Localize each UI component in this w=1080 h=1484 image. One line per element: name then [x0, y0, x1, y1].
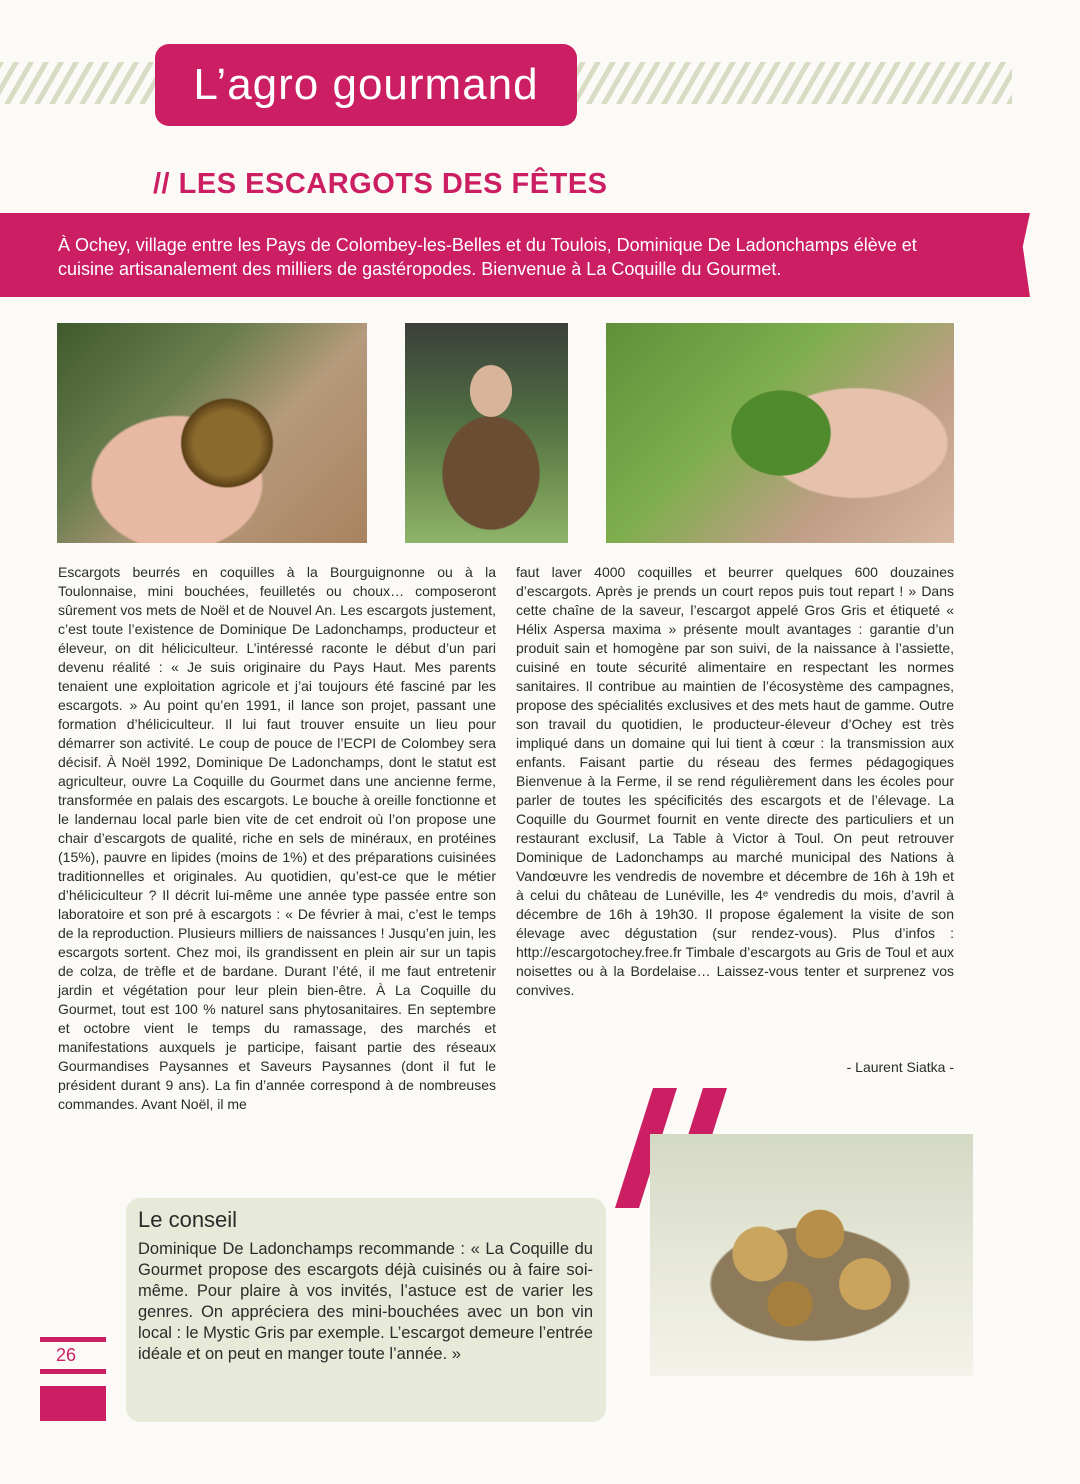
tip-title: Le conseil	[138, 1207, 238, 1232]
header-stripes-left	[0, 62, 160, 104]
article-body-column-right: faut laver 4000 coquilles et beurrer quelques 600 douzaines d’escargots. Après je prends un court repos puis tout repart ! » Dans cette chaîne de la saveur, l’escargot appelé Gros Gris et étiqueté « Hélix Aspersa maxima » présente moult avantages : garantie d’un produit sain et homogène par son suivi, de la naissance à l’assiette, cuisiné en toute sécurité alimentaire en respectant les normes sanitaires. Il contribue au maintien de l’écosystème des campagnes, propose des spécialités exclusives et des mets haut de gamme. Outre son travail du quotidien, le producteur-éleveur d’Ochey est très impliqué dans un domaine qui lui tient à cœur : la transmission aux enfants. Faisant partie du réseau des fermes pédagogiques Bienvenue à la Ferme, il se rend régulièrement dans les écoles pour parler de toutes les spécificités des escargots et de l’élevage. La Coquille du Gourmet fournit en vente directe des particuliers et un restaurant exclusif, La Table à Victor à Toul. On peut retrouver Dominique de Ladonchamps au marché municipal des Nations à Vandœuvre les vendredis de novembre et décembre de 16h à 19h et à celui du château de Lunéville, les 4ᵉ vendredis du mois, d’avril à décembre de 16h à 19h30. Il propose également la visite de son élevage avec dégustation (sur rendez-vous). Plus d’infos : http://escargotochey.free.fr Timbale d’escargots au Gris de Toul et aux noisettes ou à la Bordelaise… Laissez-vous tenter et surprenez vos convives.	[516, 564, 954, 998]
tip-text: Dominique De Ladonchamps recommande : « La Coquille du Gourmet propose des escargots déjà cuisinés ou à faire soi-même. Pour plaire à vos invités, l’astuce est de varier les genres. On appréciera des mini-bouchées avec un bon vin local : le Mystic Gris par exemple. L’escargot demeure l’entrée idéale et on peut en manger toute l’année. »	[138, 1240, 593, 1363]
article-author: - Laurent Siatka -	[846, 1059, 954, 1075]
photo-farmer-portrait	[405, 323, 568, 543]
page-rule-middle	[40, 1369, 106, 1374]
article-body-column-left: Escargots beurrés en coquilles à la Bourguignonne ou à la Toulonnaise, mini bouchées, feuilletés ou choux… composeront sûrement vos mets de Noël et de Nouvel An. Les escargots justement, c’est toute l’existence de Dominique De Ladonchamps, producteur et éleveur, on dit héliciculteur. L’intéressé raconte le début d’un pari devenu réalité : « Je suis originaire du Pays Haut. Mes parents tenaient une exploitation agricole et j’ai toujours été fasciné par les escargots. » Au point qu’en 1991, il lance son projet, passant une formation d’héliciculteur. Il lui faut trouver ensuite un lieu pour démarrer son activité. Le coup de pouce de l’ECPI de Colombey sera décisif. À Noël 1992, Dominique De Ladonchamps, dont le statut est agriculteur, ouvre La Coquille du Gourmet dans une ancienne ferme, transformée en palais des escargots. Le bouche à oreille fonctionne et le landernau local parle bien vite de cet endroit où l’on propose une chair d’escargots de qualité, riche en sels de minéraux, en protéines (15%), pauvre en lipides (moins de 1%) et des préparations cuisinées traditionnelles et originales. Au quotidien, qu’est-ce que le métier d’héliciculteur ? Il décrit lui-même une année type passée entre son laboratoire et son pré à escargots : « De février à mai, c’est le temps de la reproduction. Plusieurs milliers de naissances ! Jusqu’en juin, les escargots sortent. Chez moi, ils grandissent en plein air sur un tapis de colza, de trèfle et de bardane. Durant l’été, il me faut entretenir jardin et végétation pour leur plein bien-être. À La Coquille du Gourmet, tout est 100 % naturel sans phytosanitaires. En septembre et octobre vient le temps du ramassage, des marchés et manifestations auxquels je participe, faisant partie des réseaux Gourmandises Paysannes et Saveurs Paysannes (dont il fut le président durant 9 ans). La fin d’année correspond à de nombreuses commandes. Avant Noël, il me	[58, 564, 496, 1112]
page-rule-block	[40, 1386, 106, 1421]
photo-snail-in-hand	[57, 323, 367, 543]
intro-text: À Ochey, village entre les Pays de Colombey-les-Belles et du Toulois, Dominique De Ladonchamps élève et cuisine artisanalement des milliers de gastéropodes. Bienvenue à La Coquille du Gourmet.	[58, 235, 917, 279]
header-stripes-right	[572, 62, 1012, 104]
section-brand-label: L’agro gourmand	[193, 60, 539, 109]
article-title: // LES ESCARGOTS DES FÊTES	[153, 168, 608, 200]
photo-snails-in-wire-bowl	[650, 1134, 973, 1376]
page-rule-top	[40, 1337, 106, 1342]
photo-clover-in-hand	[606, 323, 954, 543]
page-number: 26	[56, 1345, 77, 1365]
magazine-section-badge	[155, 44, 577, 126]
